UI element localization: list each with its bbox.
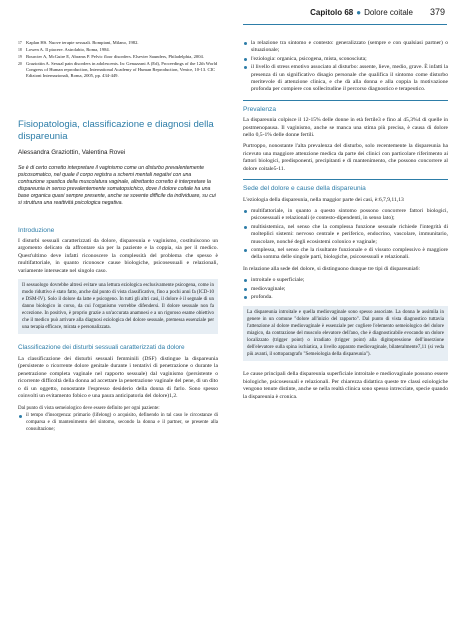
list-item: l'eziologia: organica, psicogena, mista, sconosciuta; [243,56,448,63]
bullet-icon [244,288,247,291]
classification-heading: Classificazione dei disturbi sessuali caratterizzati da dolore [18,344,185,352]
bullet-icon [244,66,247,69]
highlight-box: Il sessuologo dovrebbe altresì evitare una lettura eziologica esclusivamente psicogena, come in modo riduttivo è stato fatto, anche dal punto di vista classificativo, fino a pochi anni fa (ICD-10 e DSM-IV). Solo il dolore da latte e psicogeno. In tutti gli altri casi, il dolore è il segnale di un danno biologico in corso, da cui l'organismo vorrebbe difendersi. Il dolore sessuale non fa eccezione. In positivo, è proprio grazie a un'accurata anamnesi e a un rigoroso esame obiettivo che il medico può arrivare alla diagnosi eziologica del dolore sessuale, premessa essenziale per una terapia efficace, mirata e personalizzata. [18,279,218,334]
list-item: mediovaginale; [243,286,448,293]
reference-list [18,40,218,79]
list-item: complessa, nel senso che la risultante funzionale e di vissuto complessivo è maggiore della somma delle singole parti, biologiche, psicosessuali e relazionali. [243,247,448,262]
reference-item: 17 Kaplan HS. Nuove terapie sessuali. Bompiani, Milano, 1982. [18,40,139,45]
bullet-icon [244,210,247,213]
causes-paragraph: Le cause principali della dispareunia superficiale introitale e mediovaginale possono essere biologiche, psicosessuali e relazionali. Per chiarezza didattica queste tre classi eziologiche vengono tenute distinte, anche se nella realtà clinica sono spesso intrecciate, specie quando la dispareunia è cronica. [243,371,448,400]
dyspareunia-types-list [243,277,448,301]
bullet-icon [244,226,247,229]
semeiology-intro: Dal punto di vista semeiologico deve essere definito per ogni paziente: [18,406,160,412]
list-item: multifattoriale, in quanto a questo sintomo possono concorrere fattori biologici, psicosessuali e relazionali (e contesto-dipendenti, in senso lato); [243,208,448,223]
page-header [0,0,471,34]
semeiology-list [18,413,218,433]
section-rule [243,179,448,180]
list-item: introitale o superficiale; [243,277,448,284]
bullet-icon [244,296,247,299]
left-column [18,40,218,436]
bullet-icon [244,58,247,61]
list-item: il livello di stress emotivo associato al disturbo: assente, lieve, medio, grave. È infatti la presenza di un significativo disagio personale che qualifica il sintomo come disturbo meritevole di attenzione clinica, e che dà alla donna e alla coppia la motivazione profonda per compiere con sollecitudine il percorso diagnostico e terapeutico. [243,64,448,94]
chapter-title: Dolore coitale [364,8,413,17]
intro-heading: Introduzione [18,226,55,234]
bullet-icon [19,415,22,418]
prevalence-paragraph: La dispareunia colpisce il 12-15% delle donne in età fertile3 e fino al 45,3%4 di quelle in postmenopausa. Il vaginismo, anche se manca una stima più precisa, è causa di dolore nello 0,5-1% delle donne fertili. [243,117,448,139]
site-causes-heading: Sede del dolore e cause della dispareunia [243,185,366,193]
running-header [310,8,413,17]
prevalence-heading: Prevalenza [243,105,276,113]
prevalence-paragraph-2: Purtroppo, nonostante l'alta prevalenza del disturbo, solo recentemente la dispareunia ha ricevuto una maggiore attenzione medica da parte dei clinici con particolare riferimento ai fattori biologici, predisponenti, precipitanti e di mantenimento, che possono concorrere al dolore coitale5-11. [243,143,448,172]
etiology-intro: L'eziologia della dispareunia, nella maggior parte dei casi, è:6,7,9,11,13 [243,196,404,203]
chapter-label: Capitolo 68 [310,8,354,17]
page-number: 379 [429,7,445,17]
reference-item: 19 Bourcier A, McGuire E, Abrams P. Pelvic floor disorders. Elsevier Saunders, Philadelphia, 2004. [18,54,204,59]
section-rule [243,100,448,101]
criteria-list [243,40,448,94]
article-abstract: Se è di certo corretto interpretare il vaginismo come un disturbo prevalentemente psicosomatico, nel quale il corpo registra a schemi mentali negativi con una contrazione spastica della muscolatura vaginale, altrettanto corretto è interpretare la dispareunia in senso prevalentemente somatopsichico, dove il dolore coitale ha una base organica quasi sempre presente, anche se sovente difficile da individuare, su cui si struttura una reattività psicologica negativa. [18,164,216,206]
article-authors: Alessandra Graziottin, Valentina Rovei [18,149,126,157]
right-column [243,40,448,405]
classification-paragraph: La classificazione dei disturbi sessuali femminili (DSF) distingue la dispareunia (persistente o ricorrente dolore genitale durante i tentativi di penetrazione o durante la penetrazione completa vaginale nel rapporto sessuale) dal vaginismo (persistente o ricorrente difficoltà della donna ad accettare la penetrazione vaginale del pene, di un dito o di un oggetto, nonostante l'espresso desiderio della donna di farlo. Sono spesso coinvolti un evitamento fobico e una paura anticipatoria del dolore)1,2. [18,356,218,400]
etiology-list [243,208,448,262]
bullet-icon [244,279,247,282]
bullet-icon [244,249,247,252]
reference-item: 18 Lowen A. Il piacere. Astrolabio, Roma, 1984. [18,47,110,52]
header-rule [243,24,447,25]
list-item: la relazione tra sintomo e contesto: generalizzato (sempre e con qualsiasi partner) o situazionale; [243,40,448,55]
reference-item: 20 Graziottin A. Sexual pain disorders in adolescents. In: Genazzani A (Ed), Proceedings of the 12th World Congress of Human reproduction, International Academy of Human Reproduction, Venice, 10-13. CIC Edizioni Internazionali, Roma, 2005, pp. 434-449. [18,61,218,78]
header-bullet-icon: ● [356,8,362,17]
bullet-icon [244,42,247,45]
site-paragraph: In relazione alla sede del dolore, si distinguono dunque tre tipi di dispareunia6: [243,265,420,272]
list-item: multisistemica, nel senso che la complessa funzione sessuale richiede l'integrità di molteplici sistemi: nervoso centrale e periferico, endocrino, vascolare, immunitario, muscolare, nonché degli ecosistemi colonico e vaginale; [243,224,448,246]
list-item: il tempo d'insorgenza: primario (lifelong) o acquisito, definendo in tal caso le circostanze di comparsa e di mantenimento del sintomo, secondo la donna e il partner, se presente alla consultazione; [18,413,218,433]
article-title: Fisiopatologia, classificazione e diagnosi della dispareunia [18,119,214,142]
semeiology-block [18,406,218,433]
list-item: profonda. [243,294,448,301]
highlight-box: La dispareunia introitale e quella mediovaginale sono spesso associate. La donna le assimila in genere in un comune "dolore all'inizio del rapporto". Dal punto di vista diagnostico tuttavia l'attenzione al dolore mediovaginale è essenziale per cogliere l'elemento semeiologico del dolore miagico, da contrazione del muscolo elevatore dell'ano, che è diagnosticabile evocando un dolore localizzato (trigger point) o irradiato (trigger point) alla digitopressione dell'inserzione dell'elevatore sulla spina ischiatica, a livello apparato mediovaginale, bilateralmente7,11 (si veda più avanti, il sottoparagrafo "Semeiologia della dispareunia"). [243,306,448,361]
intro-paragraph: I disturbi sessuali caratterizzati da dolore, dispareunia e vaginismo, costituiscono un argomento delicato da affrontare sia per la paziente e la coppia, sia per il medico. Quest'ultimo deve infatti riconoscere la complessità del problema che spesso è multifattoriale, in quanto riconosce cause biologiche, psicosessuali e relazionali, variamente intersecate nel singolo caso. [18,238,218,274]
